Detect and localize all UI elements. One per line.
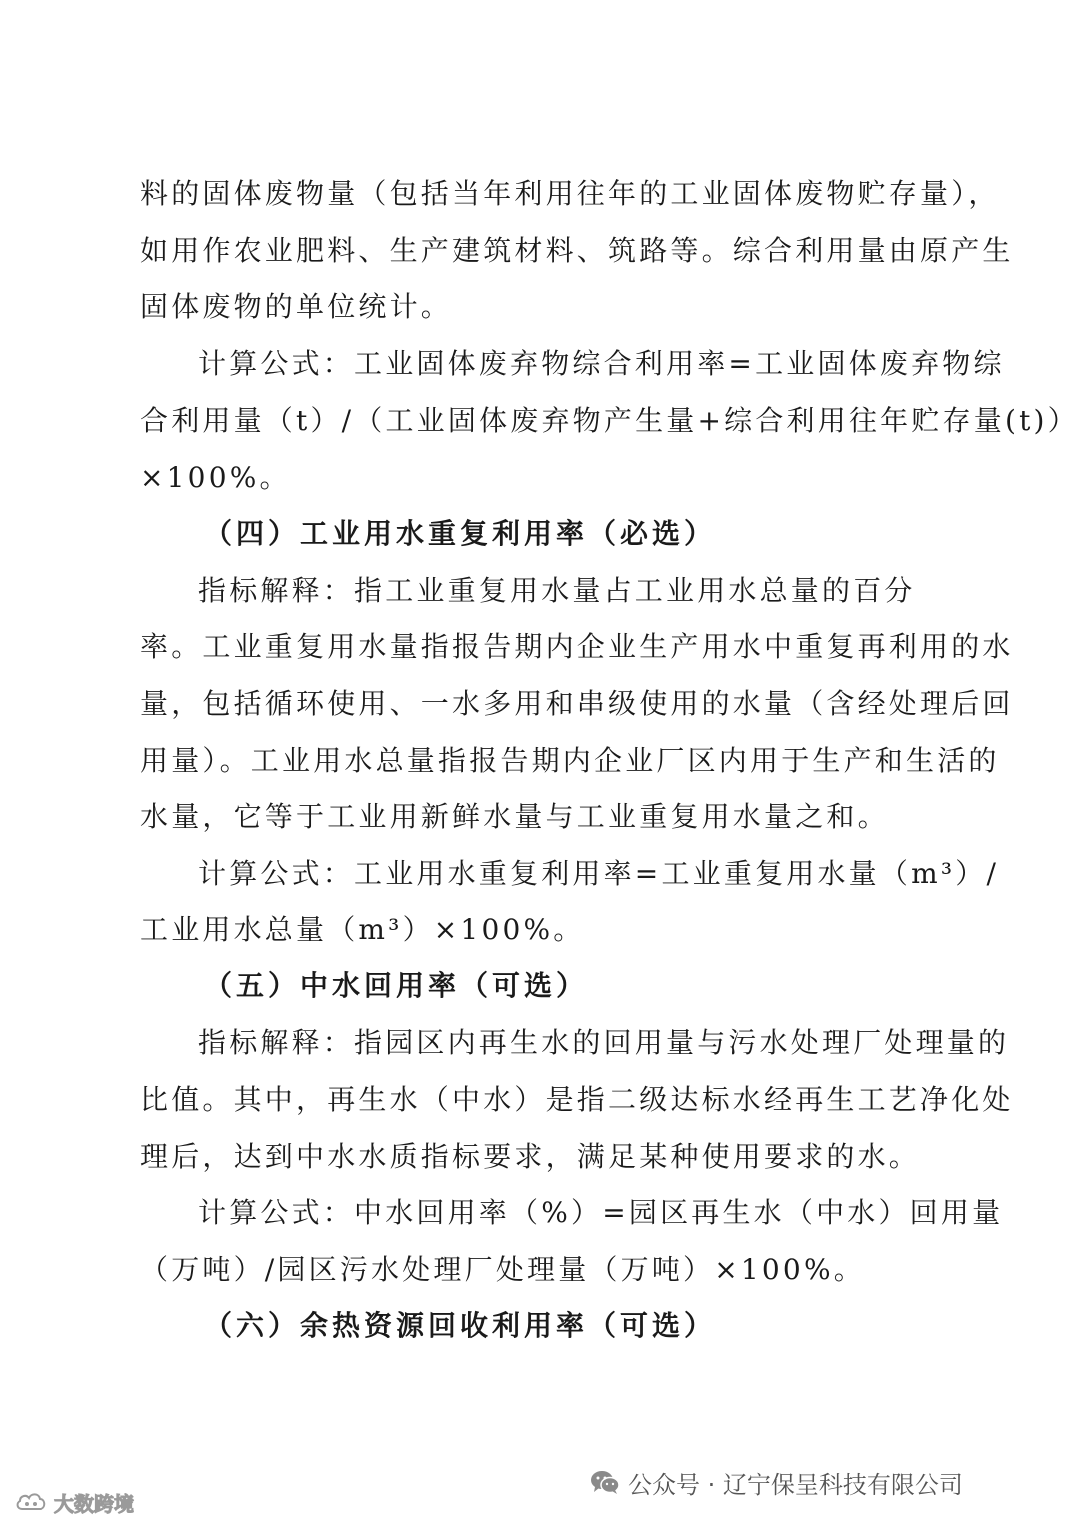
body-text-line: 量，包括循环使用、一水多用和串级使用的水量（含经处理后回 bbox=[140, 687, 1014, 720]
cloud-logo-icon bbox=[14, 1490, 48, 1514]
body-text-line: 比值。其中，再生水（中水）是指二级达标水经再生工艺净化处 bbox=[140, 1083, 1014, 1116]
formula-line: 计算公式：工业用水重复利用率=工业重复用水量（m³）/ bbox=[198, 857, 1000, 890]
formula-line: 计算公式：中水回用率（%）=园区再生水（中水）回用量 bbox=[198, 1196, 1004, 1229]
watermark bbox=[14, 1488, 134, 1516]
body-text-line: 水量，它等于工业用新鲜水量与工业重复用水量之和。 bbox=[140, 800, 889, 833]
formula-line: 计算公式：工业固体废弃物综合利用率=工业固体废弃物综 bbox=[198, 347, 1005, 380]
footer-text: 公众号 · 辽宁保呈科技有限公司 bbox=[628, 1470, 963, 1499]
section-heading-5: （五）中水回用率（可选） bbox=[204, 969, 589, 1002]
watermark-text: 大数跨境 bbox=[54, 1491, 134, 1516]
body-text-line: 料的固体废物量（包括当年利用往年的工业固体废物贮存量）， bbox=[140, 177, 1000, 210]
body-text-line: 指标解释：指园区内再生水的回用量与污水处理厂处理量的 bbox=[198, 1026, 1010, 1059]
section-heading-6: （六）余热资源回收利用率（可选） bbox=[204, 1309, 717, 1342]
body-text-line: 固体废物的单位统计。 bbox=[140, 290, 453, 323]
formula-line: 合利用量（t）/（工业固体废弃物产生量+综合利用往年贮存量(t)） bbox=[140, 404, 1079, 437]
wechat-icon bbox=[590, 1469, 620, 1495]
body-text-line: 如用作农业肥料、生产建筑材料、筑路等。综合利用量由原产生 bbox=[140, 234, 1014, 267]
formula-line: ×100%。 bbox=[140, 461, 291, 494]
section-heading-4: （四）工业用水重复利用率（必选） bbox=[204, 517, 717, 550]
body-text-line: 理后，达到中水水质指标要求，满足某种使用要求的水。 bbox=[140, 1140, 921, 1173]
body-text-line: 用量）。工业用水总量指报告期内企业厂区内用于生产和生活的 bbox=[140, 744, 1000, 777]
body-text-line: 率。工业重复用水量指报告期内企业生产用水中重复再利用的水 bbox=[140, 630, 1014, 663]
formula-line: 工业用水总量（m³）×100%。 bbox=[140, 913, 585, 946]
body-text-line: 指标解释：指工业重复用水量占工业用水总量的百分 bbox=[198, 574, 916, 607]
wechat-account-attribution bbox=[590, 1462, 963, 1502]
formula-line: （万吨）/园区污水处理厂处理量（万吨）×100%。 bbox=[140, 1253, 865, 1286]
